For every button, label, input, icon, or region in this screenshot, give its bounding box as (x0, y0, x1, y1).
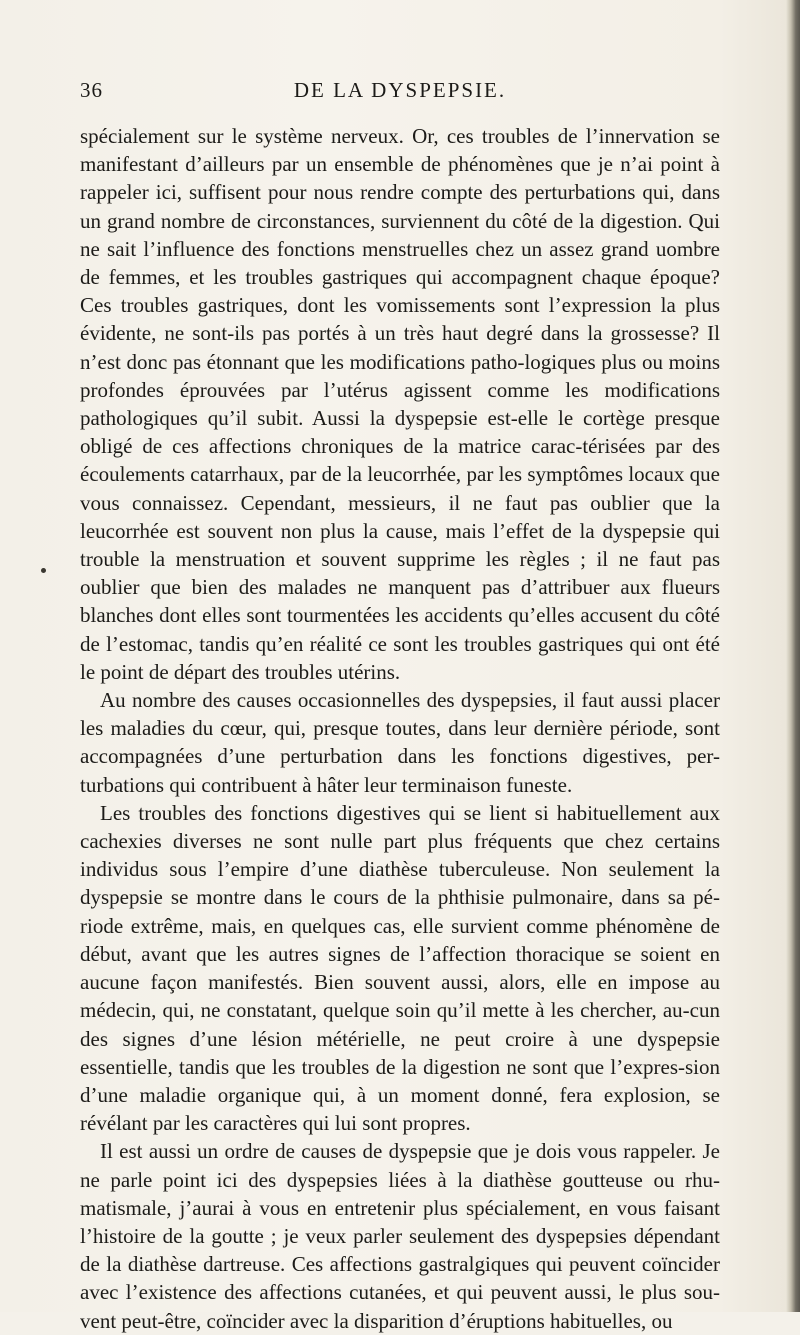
paragraph-heart-diseases: Au nombre des causes occasionnelles des dyspepsies, il faut aussi placer les maladies du cœur, qui, presque toutes, dans leur dernière période, sont accompagnées d’une perturbation dans les fonctions digestives, per-turbations qui contribuent à hâter leur terminaison funeste. (80, 688, 720, 797)
body-text (80, 122, 720, 1335)
running-head: DE LA DYSPEPSIE. (293, 78, 507, 102)
paragraph-continued: spécialement sur le système nerveux. Or, ces troubles de l’innervation se manifestant d’ailleurs par un ensemble de phénomènes que je n’ai point à rappeler ici, suffisent pour nous rendre compte des perturbations qui, dans un grand nombre de circonstances, surviennent du côté de la digestion. Qui ne sait l’influence des fonctions menstruelles chez un assez grand uombre de femmes, et les troubles gastriques qui accompagnent chaque époque? Ces troubles gastriques, dont les vomissements sont l’expression la plus évidente, ne sont-ils pas portés à un très haut degré dans la grossesse? Il n’est donc pas étonnant que les modifications patho-logiques plus ou moins profondes éprouvées par l’utérus agissent comme les modifications pathologiques qu’il subit. Aussi la dyspepsie est-elle le cortège presque obligé de ces affections chroniques de la matrice carac-térisées par des écoulements catarrhaux, par de la leucorrhée, par les symptômes locaux que vous connaissez. Cependant, messieurs, il ne faut pas oublier que la leucorrhée est souvent non plus la cause, mais l’effet de la dyspepsie qui trouble la menstruation et souvent supprime les règles ; il ne faut pas oublier que bien des malades ne manquent pas d’attribuer aux flueurs blanches dont elles sont tourmentées les accidents qu’elles accusent du côté de l’estomac, tandis qu’en réalité ce sont les troubles gastriques qui ont été le point de départ des troubles utérins. (80, 124, 720, 684)
paragraph-tuberculosis: Les troubles des fonctions digestives qui se lient si habituellement aux cachexies diverses ne sont nulle part plus fréquents que chez certains individus sous l’empire d’une diathèse tuberculeuse. Non seulement la dyspepsie se montre dans le cours de la phthisie pulmonaire, dans sa pé-riode extrême, mais, en quelques cas, elle survient comme phénomène de début, avant que les autres signes de l’affection thoracique se soient en aucune façon manifestés. Bien souvent aussi, alors, elle en impose au médecin, qui, ne constatant, quelque soin qu’il mette à les chercher, au-cun des signes d’une lésion métérielle, ne peut croire à une dyspepsie essentielle, tandis que les troubles de la digestion ne sont que l’expres-sion d’une maladie organique qui, à un moment donné, fera explosion, se révélant par les caractères qui lui sont propres. (80, 800, 720, 1136)
page-header (80, 78, 720, 108)
page-number: 36 (80, 78, 103, 102)
page-binding-edge (786, 0, 800, 1312)
paragraph-diathesis: Il est aussi un ordre de causes de dyspepsie que je dois vous rappeler. Je ne parle point ici des dyspepsies liées à la diathèse goutteuse ou rhu-matismale, j’aurai à vous en entretenir plus spécialement, en vous faisant l’histoire de la goutte ; je veux parler seulement des dyspepsies dépendant de la diathèse dartreuse. Ces affections gastralgiques qui peuvent coïncider avec l’existence des affections cutanées, et qui peuvent aussi, le plus sou-vent peut-être, coïncider avec la disparition d’éruptions habituelles, ou (80, 1139, 720, 1333)
margin-mark (41, 568, 46, 573)
